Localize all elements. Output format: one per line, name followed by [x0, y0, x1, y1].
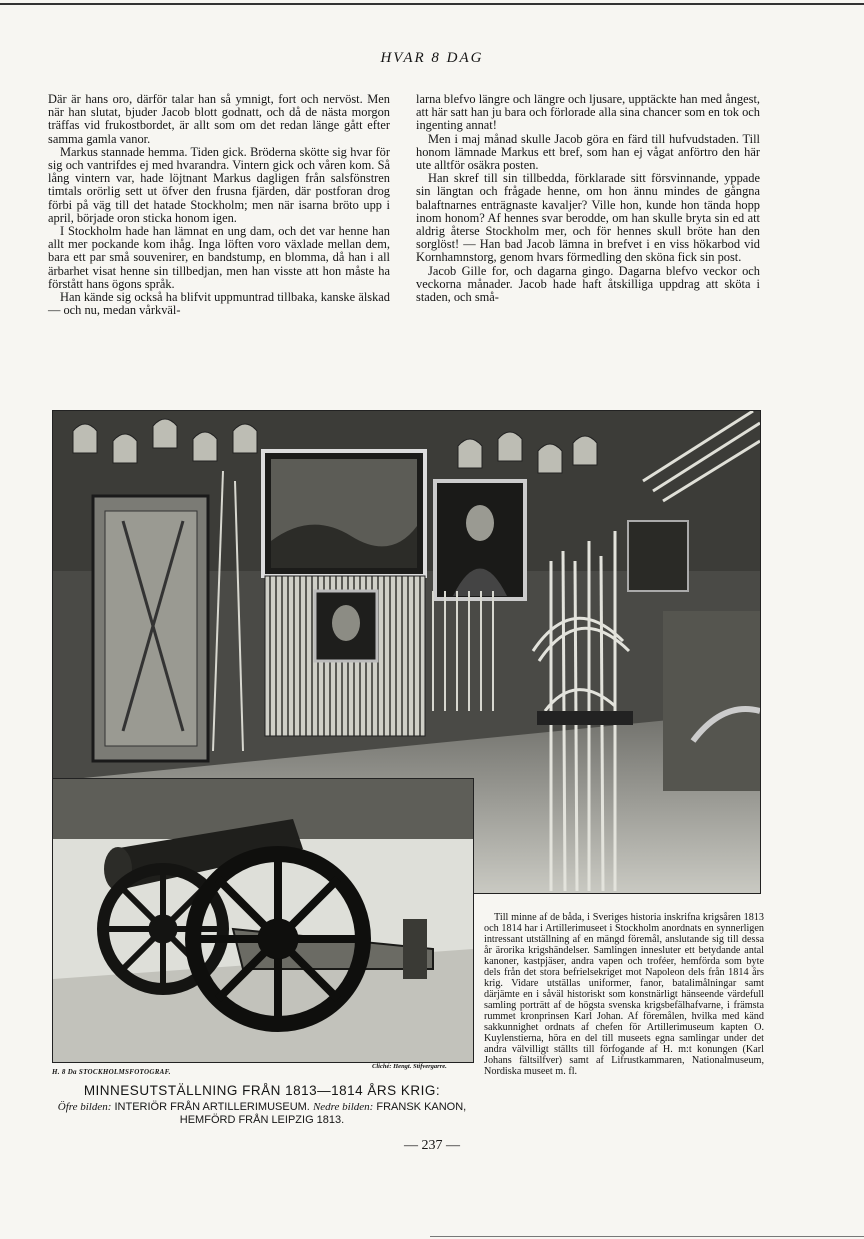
upper-text: INTERIÖR FRÅN ARTILLERIMUSEUM.	[114, 1101, 310, 1113]
right-text-column	[416, 93, 760, 304]
paragraph: Där är hans oro, därför talar han så ymnigt, fort och nervöst. Men när han slutat, bjuder Jacob blott godnatt, och då de nästa morgon träffas vid frukostbordet, är allt som om det redan länge gått efter samma gamla vanor.	[48, 92, 390, 146]
top-rule	[0, 3, 864, 5]
paragraph: Han kände sig också ha blifvit uppmuntrad tillbaka, kanske älskad — och nu, medan vårkväl-	[48, 290, 390, 318]
bottom-rule	[430, 1236, 864, 1237]
engraver-credit: Cliché: Hengt. Stifvergarre.	[372, 1063, 447, 1070]
cannon-photo	[52, 778, 474, 1063]
photo-caption-text	[484, 912, 764, 1077]
caption-title: MINNESUTSTÄLLNING FRÅN 1813—1814 ÅRS KRIG:	[83, 1083, 441, 1098]
main-caption	[46, 1083, 478, 1127]
cannon-illustration	[53, 779, 473, 1062]
paragraph: Markus stannade hemma. Tiden gick. Bröderna skötte sig hvar för sig och vantrifdes ej med hvarandra. Vintern gick och våren kom. Så lång vintern var, hade löjtnant Markus dagligen från salsfönstren timtals orörlig sett ut öfver den frusna fjärden, där postforan drog förbi på väg till det hatade Stockholm; men när isarna bröto upp i april, började oron sticka honom igen.	[48, 144, 390, 225]
caption-subtitle	[46, 1101, 478, 1127]
caption-paragraph: Till minne af de båda, i Sveriges historia inskrifna krigsåren 1813 och 1814 har i Artillerimuseet i Stockholm anordnats en synnerligen intressant utställning af en mängd föremål, anslutande sig till dessa år ärorika krigshändelser. Samlingen innesluter ett betydande antal kanoner, kastpjäser, andra vapen och troféer, hemförda som byte dels från det stora befrielsekriget mot Napoleon dels från 1814 års krig. Vidare utställas uniformer, fanor, batalimålningar samt därjämte en i såväl historiskt som konstnärligt hänseende värdefull samling porträtt af de högsta svenska krigsbefälhafvarne, i främsta rummet kronprinsen Karl Johan. Af föremålen, hvilka med känd sakkunnighet ordnats af chefen för Artillerimuseum kapten O. Kuylenstierna, höra en del till museets egna samlingar under det andra välvilligt ställts till förfogande af H. m:t konungen (Karl Johans fältsilfver) samt af Lifrustkammaren, Nationalmuseum, Nordiska museet m. fl.	[484, 912, 764, 1077]
upper-label: Öfre bilden:	[57, 1101, 112, 1113]
lower-text: FRANSK KANON, HEMFÖRD FRÅN LEIPZIG 1813.	[179, 1101, 467, 1126]
paragraph: larna blefvo längre och längre och ljusare, upptäckte han med ångest, att här satt han ju bara och förlorade alla sina chancer som en tok och ingenting annat!	[416, 92, 760, 133]
left-text-column	[48, 93, 390, 317]
running-title: HVAR 8 DAG	[380, 50, 484, 66]
lower-label: Nedre bilden:	[312, 1101, 374, 1113]
paragraph: Men i maj månad skulle Jacob göra en färd till hufvudstaden. Till honom lämnade Markus ett bref, som han ej vågat anförtro den här ute alltför osäkra posten.	[416, 131, 760, 173]
page-number: — 237 —	[404, 1138, 460, 1153]
paragraph: Han skref till sin tillbedda, förklarade sitt försvinnande, yppade sin längtan och frågade henne, om hon ännu mindes de gångna balaftnarnes enträgnaste kavaljer? Ville hon, kunde hon tända hopp inom honom? Af hennes svar berodde, om han skulle bryta sin ed att aldrig återse Stockholm mer, och för hennes skull bröte han den sorglöst! — Han bad Jacob lämna in brefvet i en viss hökarbod vid Kornhamnstorg, genom hvars förmedling den sköna fick sin post.	[416, 171, 760, 265]
paragraph: Jacob Gille for, och dagarna gingo. Dagarna blefvo veckor och veckorna månader. Jacob hade haft åtskilliga uppdrag att sköta i staden, och små-	[416, 263, 760, 305]
photographer-credit: H. 8 Da STOCKHOLMSFOTOGRAF.	[52, 1068, 171, 1076]
paragraph: I Stockholm hade han lämnat en ung dam, och det var henne han allt mer pockande kom ihåg. Inga löften voro växlade mellan dem, bara ett par små souvenirer, en bandstump, en blomma, då han i all ärbarhet visat henne sin tillbedjan, men han visste att hon måste ha förstått hans ögons språk.	[48, 224, 390, 291]
